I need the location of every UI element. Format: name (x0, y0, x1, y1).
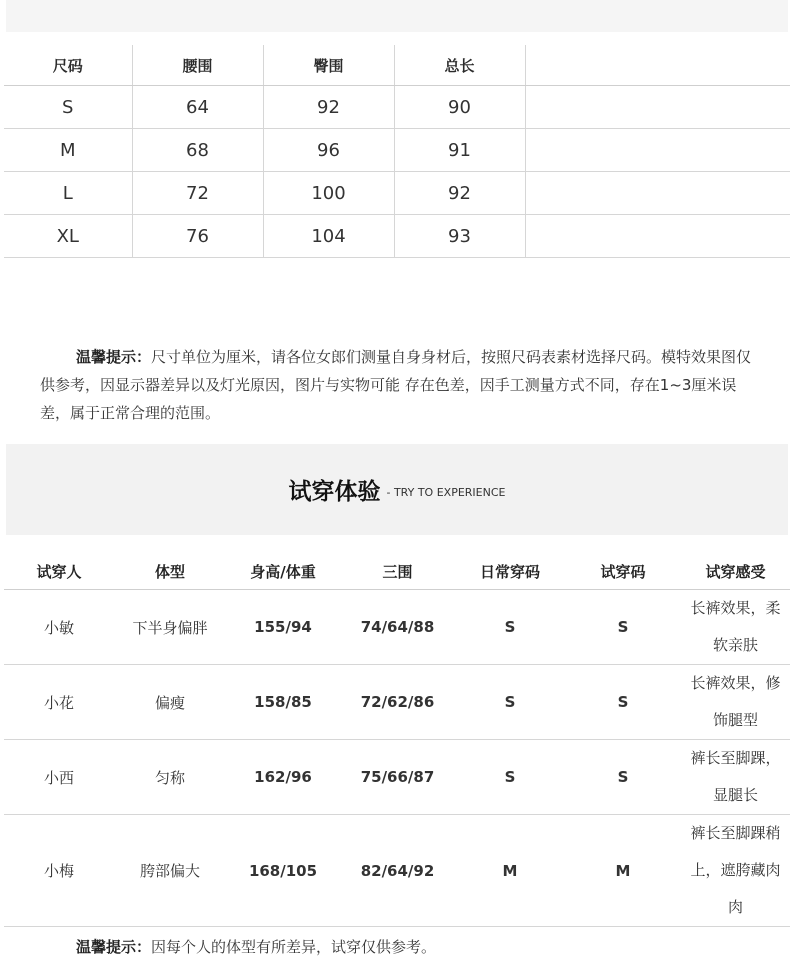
length-cell: 93 (394, 215, 525, 258)
try-header-height-weight: 身高/体重 (226, 553, 340, 590)
size-header-waist: 腰围 (132, 45, 263, 86)
person-cell: 小花 (4, 665, 114, 740)
try-size-cell: S (565, 740, 681, 815)
size-note-label: 温馨提示： (76, 348, 152, 366)
feeling-cell: 裤长至脚踝，显腿长 (681, 740, 790, 815)
try-on-note-text: 因每个人的体型有所差异，试穿仅供参考。 (151, 938, 437, 956)
try-on-title: 试穿体验 (288, 479, 381, 505)
person-cell: 小敏 (4, 590, 114, 665)
hip-cell: 96 (263, 129, 394, 172)
measurements-cell: 74/64/88 (340, 590, 455, 665)
table-row (4, 665, 790, 740)
table-row (4, 172, 790, 215)
try-header-person: 试穿人 (4, 553, 114, 590)
daily-size-cell: S (455, 590, 565, 665)
try-header-feeling: 试穿感受 (681, 553, 790, 590)
try-on-table (4, 553, 790, 927)
size-note (40, 343, 760, 427)
try-on-note-label: 温馨提示： (76, 938, 152, 956)
waist-cell: 68 (132, 129, 263, 172)
try-table-header-row (4, 553, 790, 590)
height-weight-cell: 162/96 (226, 740, 340, 815)
size-cell: S (4, 86, 132, 129)
table-row (4, 129, 790, 172)
hip-cell: 104 (263, 215, 394, 258)
size-header-empty (525, 45, 790, 86)
waist-cell: 64 (132, 86, 263, 129)
try-header-measurements: 三围 (340, 553, 455, 590)
daily-size-cell: M (455, 815, 565, 927)
height-weight-cell: 155/94 (226, 590, 340, 665)
table-row (4, 740, 790, 815)
try-on-subtitle: - TRY TO EXPERIENCE (386, 486, 506, 499)
try-size-cell: S (565, 590, 681, 665)
length-cell: 92 (394, 172, 525, 215)
try-size-cell: M (565, 815, 681, 927)
size-note-text: 尺寸单位为厘米，请各位女郎们测量自身身材后，按照尺码表素材选择尺码。模特效果图仅供参考，因显示器差异以及灯光原因，图片与实物可能 存在色差，因手工测量方式不同，存在1~3厘米误差，属于正常合理的范围。 (40, 348, 752, 422)
body-type-cell: 偏瘦 (114, 665, 226, 740)
table-row (4, 215, 790, 258)
feeling-cell: 裤长至脚踝稍上，遮胯藏肉肉 (681, 815, 790, 927)
hip-cell: 92 (263, 86, 394, 129)
person-cell: 小西 (4, 740, 114, 815)
top-banner-band (6, 0, 788, 32)
empty-cell (525, 215, 790, 258)
table-row (4, 86, 790, 129)
length-cell: 91 (394, 129, 525, 172)
empty-cell (525, 172, 790, 215)
height-weight-cell: 158/85 (226, 665, 340, 740)
height-weight-cell: 168/105 (226, 815, 340, 927)
size-header-size: 尺码 (4, 45, 132, 86)
hip-cell: 100 (263, 172, 394, 215)
body-type-cell: 下半身偏胖 (114, 590, 226, 665)
try-header-daily-size: 日常穿码 (455, 553, 565, 590)
try-on-section-banner (6, 444, 788, 535)
measurements-cell: 82/64/92 (340, 815, 455, 927)
table-row (4, 590, 790, 665)
size-header-length: 总长 (394, 45, 525, 86)
daily-size-cell: S (455, 740, 565, 815)
feeling-cell: 长裤效果，柔软亲肤 (681, 590, 790, 665)
measurements-cell: 75/66/87 (340, 740, 455, 815)
person-cell: 小梅 (4, 815, 114, 927)
empty-cell (525, 86, 790, 129)
table-row (4, 815, 790, 927)
length-cell: 90 (394, 86, 525, 129)
empty-cell (525, 129, 790, 172)
waist-cell: 72 (132, 172, 263, 215)
size-cell: XL (4, 215, 132, 258)
waist-cell: 76 (132, 215, 263, 258)
body-type-cell: 匀称 (114, 740, 226, 815)
size-chart-table (4, 45, 790, 258)
measurements-cell: 72/62/86 (340, 665, 455, 740)
feeling-cell: 长裤效果，修饰腿型 (681, 665, 790, 740)
body-type-cell: 胯部偏大 (114, 815, 226, 927)
size-header-hip: 臀围 (263, 45, 394, 86)
size-table-header-row (4, 45, 790, 86)
size-cell: M (4, 129, 132, 172)
try-header-try-size: 试穿码 (565, 553, 681, 590)
try-size-cell: S (565, 665, 681, 740)
try-header-body-type: 体型 (114, 553, 226, 590)
try-on-note (76, 936, 436, 957)
size-cell: L (4, 172, 132, 215)
daily-size-cell: S (455, 665, 565, 740)
